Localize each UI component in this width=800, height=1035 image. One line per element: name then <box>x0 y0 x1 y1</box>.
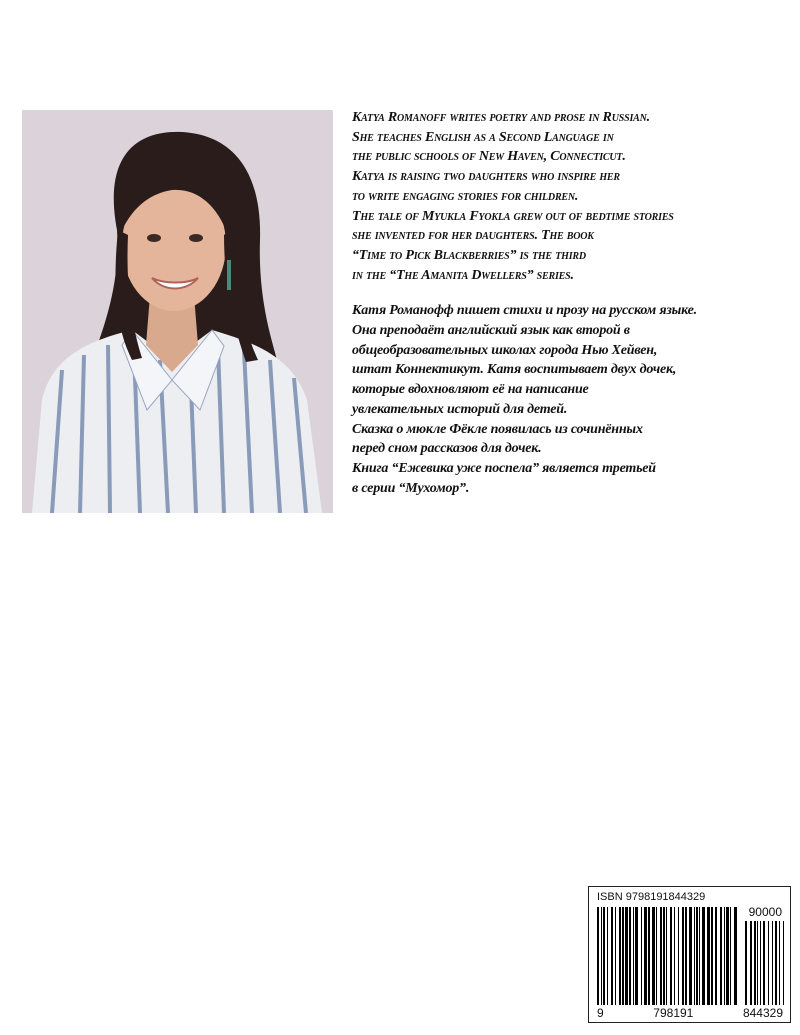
barcode-bar <box>715 907 717 1005</box>
barcode-bar <box>689 907 692 1005</box>
bio-english-line: the public schools of New Haven, Connecticut. <box>352 149 626 165</box>
bio-english-line: She teaches English as a Second Language in <box>352 129 614 145</box>
barcode-bar <box>656 907 657 1005</box>
barcode-bar <box>702 907 705 1005</box>
barcode-bar <box>666 907 667 1005</box>
barcode-digit-group: 798191 <box>653 1006 694 1020</box>
barcode-bar <box>724 907 725 1005</box>
bio-russian-line: Она преподаёт английский язык как второй в <box>352 323 630 339</box>
barcode-addon-bar <box>768 921 769 1005</box>
barcode-addon-bar <box>779 921 780 1005</box>
barcode-bar <box>644 907 647 1005</box>
barcode-addon-bar <box>760 921 761 1005</box>
bio-english-line: Katya Romanoff writes poetry and prose in Russian. <box>352 110 650 125</box>
barcode-bar <box>641 907 642 1005</box>
barcode-bar <box>663 907 665 1005</box>
barcode-addon-bar <box>775 921 777 1005</box>
isbn-label: ISBN 9798191844329 <box>597 891 706 903</box>
barcode-bar <box>629 907 631 1005</box>
bio-russian-line: Книга “Ежевика уже поспела” является третьей <box>352 460 656 476</box>
bio-english-line: to write engaging stories for children. <box>352 188 579 204</box>
barcode-digits <box>595 1006 785 1020</box>
bio-english-line: “Time to Pick Blackberries” is the third <box>352 247 586 263</box>
barcode-bar <box>597 907 599 1005</box>
bio-russian-line: которые вдохновляют её на написание <box>352 382 589 398</box>
barcode-bar <box>611 907 613 1005</box>
bio-english-line: she invented for her daughters. The book <box>352 228 594 244</box>
author-portrait-illustration <box>22 110 333 513</box>
barcode-bar <box>607 907 608 1005</box>
bio-english-line: Katya is raising two daughters who inspire her <box>352 169 620 185</box>
barcode-bar <box>699 907 700 1005</box>
bio-russian-line: в серии “Мухомор”. <box>352 480 470 496</box>
barcode-bar <box>720 907 722 1005</box>
bio-russian-line: штат Коннектикут. Катя воспитывает двух дочек, <box>352 362 677 378</box>
isbn-barcode <box>588 886 791 1023</box>
barcode-bar <box>660 907 662 1005</box>
bio-russian-line: общеобразовательных школах города Нью Хейвен, <box>352 342 658 358</box>
barcode-bar <box>622 907 624 1005</box>
barcode-bar <box>635 907 638 1005</box>
bio-english-line: The tale of Myukla Fyokla grew out of bedtime stories <box>352 208 674 224</box>
barcode-addon-bar <box>763 921 765 1005</box>
author-bio <box>352 108 792 498</box>
barcode-bar <box>711 907 713 1005</box>
barcode-bar <box>601 907 602 1005</box>
barcode-bar <box>734 907 737 1005</box>
barcode-addon-bar <box>750 921 752 1005</box>
bio-english-line: in the “The Amanita Dwellers” series. <box>352 267 574 283</box>
bio-russian-line: увлекательных историй для детей. <box>352 401 568 417</box>
barcode-digit-group: 844329 <box>742 1006 783 1020</box>
barcode-bar <box>682 907 684 1005</box>
bio-english <box>352 108 792 285</box>
bio-russian <box>352 301 792 498</box>
barcode-bar <box>685 907 687 1005</box>
barcode-addon-bar <box>772 921 773 1005</box>
barcode-bar <box>652 907 655 1005</box>
barcode-bar <box>707 907 710 1005</box>
barcode-addon-bar <box>754 921 756 1005</box>
price-code: 90000 <box>748 905 782 919</box>
barcode-digit-group: 9 <box>597 1006 604 1020</box>
author-photo <box>22 110 333 513</box>
bio-russian-line: перед сном рассказов для дочек. <box>352 441 542 457</box>
barcode-bar <box>633 907 634 1005</box>
barcode-bar <box>670 907 672 1005</box>
barcode-bar <box>625 907 628 1005</box>
bio-russian-line: Катя Романофф пишет стихи и прозу на русском языке. <box>352 303 697 319</box>
barcode-addon-bar <box>757 921 758 1005</box>
barcode-bar <box>696 907 698 1005</box>
barcode-bar <box>726 907 729 1005</box>
barcode-addon-bar <box>745 921 747 1005</box>
barcode-bar <box>619 907 621 1005</box>
barcode-bar <box>603 907 605 1005</box>
barcode-bar <box>648 907 650 1005</box>
barcode-bar <box>730 907 731 1005</box>
barcode-bar <box>678 907 679 1005</box>
barcode-addon-bar <box>783 921 784 1005</box>
barcode-bar <box>694 907 695 1005</box>
barcode-bar <box>615 907 616 1005</box>
barcode-bar <box>674 907 675 1005</box>
bio-russian-line: Сказка о мюкле Фёкле появилась из сочинённых <box>352 421 643 437</box>
